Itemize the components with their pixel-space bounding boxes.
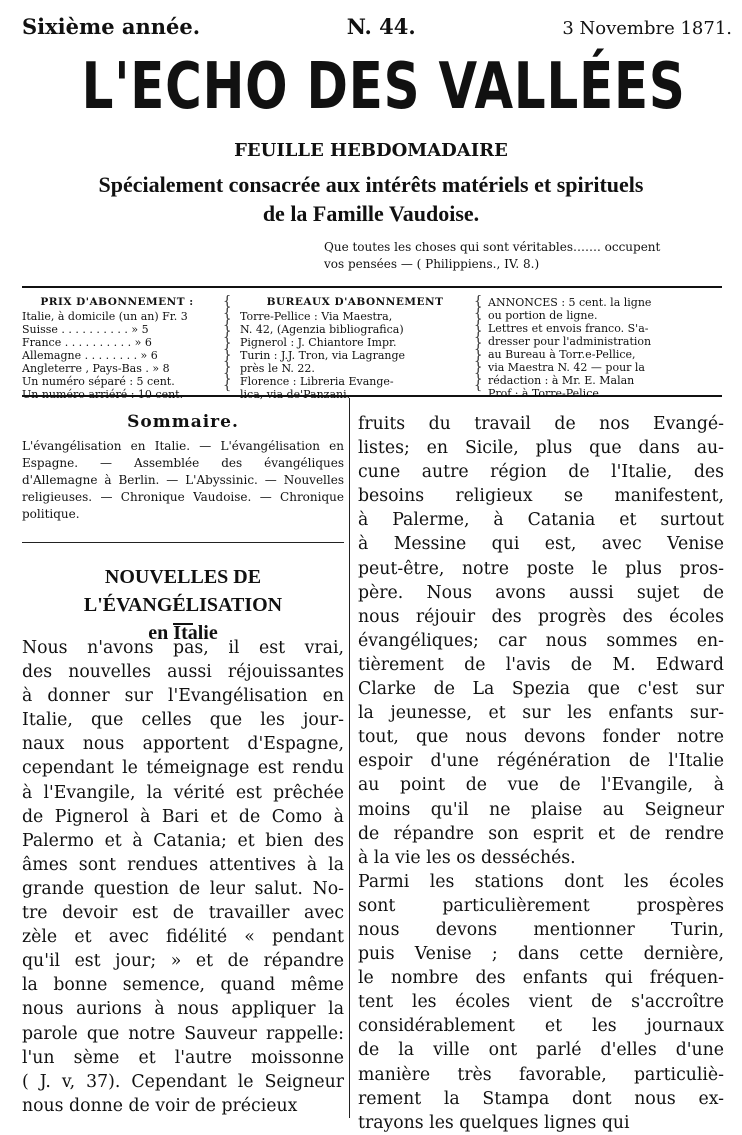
article-line: nous devons mentionner Turin, — [358, 919, 724, 940]
article-line: cependant le témeignage est rendu — [22, 758, 344, 779]
article-line: de Pignerol à Bari et de Como à — [22, 806, 344, 827]
column-separator: { { { { { { { { — [474, 294, 483, 393]
article-line: parole que notre Sauveur rappelle: — [22, 1023, 344, 1044]
article-line: à la vie les os desséchés. — [358, 847, 576, 868]
annonces-lines — [488, 296, 722, 400]
article-body-col1 — [22, 636, 344, 1118]
issue-year: Sixième année. — [22, 14, 201, 39]
article-line: besoins religieux se manifestent, — [358, 486, 724, 507]
article-title — [22, 563, 344, 647]
article-line: fruits du travail de nos Evangé- — [358, 414, 724, 434]
annonces-line: rédaction : à Mr. E. Malan — [488, 374, 635, 387]
article-line: zèle et avec fidélité « pendant — [22, 927, 344, 948]
annonces-line: dresser pour l'administration — [488, 335, 652, 348]
article-line: la bonne semence, quand même — [22, 975, 344, 996]
article-line: puis Venise ; dans cette dernière, — [358, 944, 724, 965]
annonces-line: ou portion de ligne. — [488, 309, 598, 322]
article-line: Palermo et à Catania; et bien des — [22, 830, 344, 851]
column-separator: { { { { { { { { — [223, 294, 232, 393]
article-line: tièrement de l'avis de M. Edward — [358, 654, 724, 675]
masthead-title: L'ECHO DES VALLÉES — [81, 50, 686, 124]
prix-line: France . . . . . . . . . . » 6 — [22, 336, 152, 349]
bureaux-line: N. 42, (Agenzia bibliografica) — [240, 323, 404, 336]
article-line: des nouvelles aussi réjouissantes — [22, 662, 344, 683]
prix-heading: PRIX D'ABONNEMENT : — [40, 296, 194, 308]
article-line: tre devoir est de travailler avec — [22, 903, 344, 924]
article-line: la jeunesse, et sur les enfants sur- — [358, 703, 724, 724]
article-line: Italie, que celles que les jour- — [22, 710, 344, 731]
article-line: listes; en Sicile, plus que dans au- — [358, 438, 724, 459]
article-line: nous donne de voir de précieux — [22, 1095, 298, 1116]
prix-column — [22, 296, 212, 401]
annonces-line: au Bureau à Torr.e-Pellice, — [488, 348, 636, 361]
annonces-line: Lettres et envois franco. S'a- — [488, 322, 649, 335]
article-line: grande question de leur salut. No- — [22, 878, 344, 899]
prix-line: Angleterre , Pays-Bas . » 8 — [22, 362, 170, 375]
article-body-col2 — [358, 412, 724, 1135]
prix-line: Suisse . . . . . . . . . . » 5 — [22, 323, 149, 336]
title-dash — [173, 623, 193, 625]
article-line: tout, que nous devons fonder notre — [358, 727, 724, 748]
annonces-column — [488, 296, 722, 400]
article-line: cune autre région de l'Italie, des — [358, 462, 724, 483]
article-line: au point de vue de l'Evangile, à — [358, 775, 724, 796]
article-line: manière très favorable, particuliè- — [358, 1064, 724, 1085]
article-line: Parmi les stations dont les écoles — [358, 871, 724, 892]
article-line: nous réjouir des progrès des écoles — [358, 606, 724, 627]
bureaux-line: lica, via de'Panzani. — [240, 388, 351, 401]
article-line: moins qu'il ne plaise au Seigneur — [358, 799, 724, 820]
article-line: l'un sème et l'autre moissonne — [22, 1047, 344, 1068]
sommaire-title: Sommaire. — [127, 412, 239, 432]
article-line: de répandre son esprit et de rendre — [358, 823, 724, 844]
column-divider — [349, 398, 350, 1118]
article-line: rement la Stampa dont nous ex- — [358, 1088, 724, 1109]
epigraph — [324, 239, 724, 273]
article-line: espoir d'une régénération de l'Italie — [358, 751, 724, 772]
article-title-line-1: NOUVELLES DE L'ÉVANGÉLISATION — [83, 566, 283, 616]
article-title-line-2: en Italie — [148, 622, 218, 644]
issue-date: 3 Novembre 1871. — [562, 18, 732, 39]
epigraph-line-1: Que toutes les choses qui sont véritables……. occupent — [324, 240, 661, 254]
bureaux-line: Florence : Libreria Evange- — [240, 375, 394, 388]
bureaux-line: Pignerol : J. Chiantore Impr. — [240, 336, 397, 349]
article-line: Clarke de La Spezia que c'est sur — [358, 679, 724, 700]
article-line: naux nous apportent d'Espagne, — [22, 734, 344, 755]
article-line: à l'Evangile, la vérité est prêchée — [22, 782, 344, 803]
article-line: ( J. v, 37). Cependant le Seigneur — [22, 1071, 344, 1092]
article-line: sont particulièrement prospères — [358, 895, 724, 916]
prix-line: Allemagne . . . . . . . . » 6 — [22, 349, 158, 362]
bureaux-line: près le N. 22. — [240, 362, 315, 375]
bureaux-lines — [240, 310, 470, 401]
annonces-line: via Maestra N. 42 — pour la — [488, 361, 645, 374]
article-line: trayons les quelques lignes qui — [358, 1112, 630, 1133]
issue-number: N. 44. — [346, 14, 416, 39]
prix-line: Italie, à domicile (un an) Fr. 3 — [22, 310, 188, 323]
article-line: à Palerme, à Catania et surtout — [358, 510, 724, 531]
article-line: peut-être, notre poste le plus pros- — [358, 558, 724, 579]
article-line: nous aurions à nous appliquer la — [22, 999, 344, 1020]
info-bottom-rule — [22, 395, 722, 397]
prix-line: Un numéro arriéré : 10 cent. — [22, 388, 184, 401]
sommaire-text: L'évangélisation en Italie. — L'évangélisation en Espagne. — Assemblée des évangéliques d'Allemagne à Berlin. — L'Abyssinic. — Nouvelles religieuses. — Chronique Vaudoise. — Chronique politique. — [22, 439, 344, 521]
top-rule — [22, 286, 722, 288]
annonces-line: Prof · à Torre-Pelice . — [488, 387, 606, 400]
article-line: Nous n'avons pas, il est vrai, — [22, 638, 344, 658]
tagline-line-1: Spécialement consacrée aux intérêts matériels et spirituels — [98, 172, 644, 197]
article-line: âmes sont rendues attentives à la — [22, 854, 344, 875]
article-line: à Messine qui est, avec Venise — [358, 534, 724, 555]
article-line: le nombre des enfants qui fréquen- — [358, 968, 724, 989]
bureaux-line: Torre-Pellice : Via Maestra, — [240, 310, 393, 323]
article-line: à donner sur l'Evangélisation en — [22, 686, 344, 707]
prix-line: Un numéro séparé : 5 cent. — [22, 375, 175, 388]
tagline-line-2: de la Famille Vaudoise. — [262, 201, 480, 226]
masthead-tagline — [0, 170, 742, 228]
epigraph-line-2: vos pensées — ( Philippiens., IV. 8.) — [324, 257, 540, 271]
article-line: tent les écoles vient de s'accroître — [358, 992, 724, 1013]
bureaux-column — [240, 296, 470, 401]
article-line: de la ville ont parlé d'elles d'une — [358, 1040, 724, 1061]
sommaire-rule — [22, 542, 344, 543]
subscription-info-box — [22, 292, 722, 401]
article-line: considérablement et les journaux — [358, 1016, 724, 1037]
dateline — [22, 14, 732, 40]
bureaux-heading: BUREAUX D'ABONNEMENT — [266, 296, 444, 308]
bureaux-line: Turin : J.J. Tron, via Lagrange — [240, 349, 406, 362]
masthead-subtitle: FEUILLE HEBDOMADAIRE — [234, 140, 508, 161]
article-line: qu'il est jour; » et de répandre — [22, 951, 344, 972]
article-line: père. Nous avons aussi sujet de — [358, 582, 724, 603]
annonces-line: ANNONCES : 5 cent. la ligne — [488, 296, 652, 309]
article-line: évangéliques; car nous sommes en- — [358, 630, 724, 651]
prix-lines — [22, 310, 212, 401]
